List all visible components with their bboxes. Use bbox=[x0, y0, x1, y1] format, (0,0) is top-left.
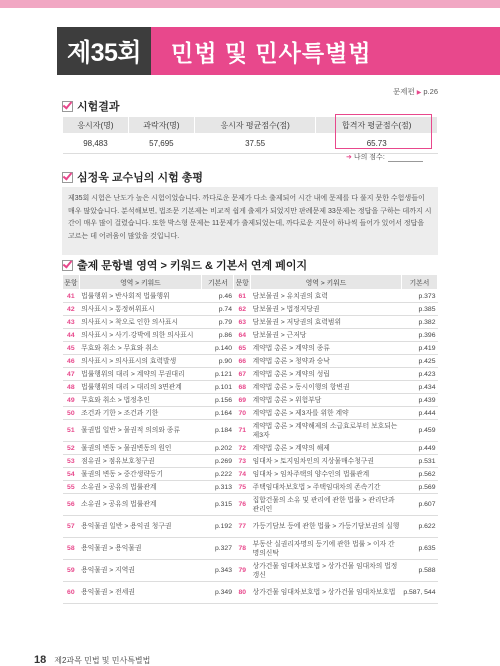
question-number: 76 bbox=[234, 494, 251, 516]
keyword: 용익물권 > 지역권 bbox=[79, 560, 202, 582]
keyword: 부동산 실권리자명의 등기에 관한 법률 > 이자 간 명의신탁 bbox=[251, 538, 402, 560]
question-number: 46 bbox=[63, 355, 80, 368]
pass-average-highlight bbox=[335, 114, 432, 149]
question-number: 59 bbox=[63, 560, 80, 582]
question-number: 60 bbox=[63, 582, 80, 604]
textbook-page: p.313 bbox=[202, 481, 234, 494]
table-row bbox=[63, 381, 438, 394]
question-number: 44 bbox=[63, 329, 80, 342]
keyword: 물권의 변동 > 중간생략등기 bbox=[79, 468, 202, 481]
table-row bbox=[63, 494, 438, 516]
table-row bbox=[63, 290, 438, 303]
table-row bbox=[63, 455, 438, 468]
keyword: 법률행위의 대리 > 대리의 3면관계 bbox=[79, 381, 202, 394]
question-number: 66 bbox=[234, 355, 251, 368]
keyword: 계약법 총론 > 동시이행의 항변권 bbox=[251, 381, 402, 394]
keyword: 담보물권 > 근저당 bbox=[251, 329, 402, 342]
question-number: 70 bbox=[234, 407, 251, 420]
keyword: 조건과 기한 > 조건과 기한 bbox=[79, 407, 202, 420]
question-number: 65 bbox=[234, 342, 251, 355]
textbook-page: p.459 bbox=[401, 420, 437, 442]
keyword: 임대차 > 임차주택의 양수인의 법률관계 bbox=[251, 468, 402, 481]
question-number: 71 bbox=[234, 420, 251, 442]
table-row bbox=[63, 481, 438, 494]
my-score-blank[interactable] bbox=[388, 161, 423, 162]
textbook-page: p.425 bbox=[401, 355, 437, 368]
question-number: 68 bbox=[234, 381, 251, 394]
chapter-header bbox=[57, 27, 500, 75]
keywords-header: 영역 > 키워드 bbox=[79, 275, 202, 290]
keyword: 주택임대차보호법 > 주택임대차의 존속기간 bbox=[251, 481, 402, 494]
textbook-page: p.349 bbox=[202, 582, 234, 604]
checkbox-icon bbox=[62, 260, 73, 271]
section-keywords-heading: 출제 문항별 영역 > 키워드 & 기본서 연계 페이지 bbox=[62, 257, 307, 273]
keywords-header: 기본서 bbox=[401, 275, 437, 290]
table-row bbox=[63, 342, 438, 355]
table-row bbox=[63, 442, 438, 455]
textbook-page: p.439 bbox=[401, 394, 437, 407]
keyword: 계약법 총론 > 청약과 승낙 bbox=[251, 355, 402, 368]
keyword: 소유권 > 공유의 법률관계 bbox=[79, 494, 202, 516]
keyword: 무효와 취소 > 무효와 취소 bbox=[79, 342, 202, 355]
table-row bbox=[63, 407, 438, 420]
question-number: 56 bbox=[63, 494, 80, 516]
textbook-page: p.79 bbox=[202, 316, 234, 329]
table-row bbox=[63, 538, 438, 560]
textbook-page: p.622 bbox=[401, 516, 437, 538]
keyword: 상가건물 임대차보호법 > 상가건물 임대차보호법 bbox=[251, 582, 402, 604]
table-row bbox=[63, 329, 438, 342]
arrow-right-icon: ➜ bbox=[346, 154, 352, 161]
keyword: 의사표시 > 통정허위표시 bbox=[79, 303, 202, 316]
textbook-page: p.569 bbox=[401, 481, 437, 494]
question-number: 47 bbox=[63, 368, 80, 381]
table-row bbox=[63, 303, 438, 316]
question-number: 69 bbox=[234, 394, 251, 407]
section-review-heading: 심정욱 교수님의 시험 총평 bbox=[62, 169, 203, 185]
question-number: 54 bbox=[63, 468, 80, 481]
question-number: 52 bbox=[63, 442, 80, 455]
results-header: 응시자(명) bbox=[63, 117, 129, 134]
keyword: 의사표시 > 의사표시의 효력발생 bbox=[79, 355, 202, 368]
textbook-page: p.531 bbox=[401, 455, 437, 468]
textbook-page: p.635 bbox=[401, 538, 437, 560]
textbook-page: p.90 bbox=[202, 355, 234, 368]
keywords-table-body bbox=[63, 290, 438, 604]
textbook-page: p.269 bbox=[202, 455, 234, 468]
table-row bbox=[63, 560, 438, 582]
table-row bbox=[63, 355, 438, 368]
table-row bbox=[63, 468, 438, 481]
question-number: 63 bbox=[234, 316, 251, 329]
keywords-header: 기본서 bbox=[202, 275, 234, 290]
top-color-band bbox=[0, 0, 500, 8]
textbook-page: p.121 bbox=[202, 368, 234, 381]
question-number: 79 bbox=[234, 560, 251, 582]
textbook-page: p.140 bbox=[202, 342, 234, 355]
page-footer bbox=[34, 654, 150, 666]
keyword: 상가건물 임대차보호법 > 상가건물 임대차의 법정갱신 bbox=[251, 560, 402, 582]
keyword: 계약법 총론 > 계약의 해제 bbox=[251, 442, 402, 455]
keyword: 용익물권 > 용익물권 bbox=[79, 538, 202, 560]
question-number: 61 bbox=[234, 290, 251, 303]
keyword: 계약법 총론 > 계약의 성립 bbox=[251, 368, 402, 381]
chapter-title: 민법 및 민사특별법 bbox=[151, 27, 500, 75]
keyword: 담보물권 > 법정저당권 bbox=[251, 303, 402, 316]
question-number: 78 bbox=[234, 538, 251, 560]
results-value: 37.55 bbox=[194, 134, 316, 154]
keyword: 의사표시 > 착오로 인한 의사표시 bbox=[79, 316, 202, 329]
checkbox-icon bbox=[62, 172, 73, 183]
question-number: 72 bbox=[234, 442, 251, 455]
textbook-page: p.74 bbox=[202, 303, 234, 316]
table-row bbox=[63, 394, 438, 407]
table-row bbox=[63, 316, 438, 329]
keyword: 물권법 일반 > 물권적 의의와 종류 bbox=[79, 420, 202, 442]
textbook-page: p.419 bbox=[401, 342, 437, 355]
textbook-page: p.202 bbox=[202, 442, 234, 455]
keyword: 소유권 > 공유의 법률관계 bbox=[79, 481, 202, 494]
keyword: 물권의 변동 > 물권변동의 원인 bbox=[79, 442, 202, 455]
textbook-page: p.587, 544 bbox=[401, 582, 437, 604]
keyword: 법률행위 > 반사회적 법률행위 bbox=[79, 290, 202, 303]
keyword: 집합건물의 소유 및 관리에 관한 법률 > 관리단과 관리인 bbox=[251, 494, 402, 516]
question-number: 73 bbox=[234, 455, 251, 468]
reference-page: p.26 bbox=[423, 87, 438, 96]
results-value: 98,483 bbox=[63, 134, 129, 154]
keyword: 무효와 취소 > 법정추인 bbox=[79, 394, 202, 407]
review-text: 제35회 시험은 난도가 높은 시험이었습니다. 까다로운 문제가 다소 출제되어 시간 내에 문제를 다 풀지 못한 수험생들이 매우 많았습니다. 분석해보면, 법조문 기본제는 비교적 쉽게 출제가 되었지만 판례문제 33문제는 정답을 구하는 데까지 시간이 매우 많이 걸렸습니다. 또한 박스형 문제는 11문제가 출제되었는데, 까다로운 지문이 하나씩 들어가 있어서 정답을 고르는 데 어려움이 많았을 것입니다. bbox=[62, 187, 438, 255]
table-row bbox=[63, 368, 438, 381]
keywords-header: 영역 > 키워드 bbox=[251, 275, 402, 290]
checkbox-icon bbox=[62, 101, 73, 112]
question-number: 43 bbox=[63, 316, 80, 329]
results-header: 과락자(명) bbox=[128, 117, 194, 134]
keywords-header: 문항 bbox=[63, 275, 80, 290]
textbook-page: p.373 bbox=[401, 290, 437, 303]
my-score-label: 나의 점수: bbox=[353, 154, 385, 161]
textbook-page: p.607 bbox=[401, 494, 437, 516]
keyword: 계약법 총론 > 위험부담 bbox=[251, 394, 402, 407]
question-number: 77 bbox=[234, 516, 251, 538]
textbook-page: p.449 bbox=[401, 442, 437, 455]
textbook-page: p.46 bbox=[202, 290, 234, 303]
question-number: 62 bbox=[234, 303, 251, 316]
question-number: 41 bbox=[63, 290, 80, 303]
textbook-page: p.562 bbox=[401, 468, 437, 481]
keyword: 가등기담보 등에 관한 법률 > 가등기담보권의 실행 bbox=[251, 516, 402, 538]
problem-reference bbox=[393, 86, 438, 97]
textbook-page: p.156 bbox=[202, 394, 234, 407]
question-number: 64 bbox=[234, 329, 251, 342]
keyword: 계약법 총론 > 계약의 종류 bbox=[251, 342, 402, 355]
keyword: 임대차 > 토지임차인의 지상물매수청구권 bbox=[251, 455, 402, 468]
textbook-page: p.423 bbox=[401, 368, 437, 381]
question-number: 80 bbox=[234, 582, 251, 604]
question-number: 57 bbox=[63, 516, 80, 538]
keyword: 담보물권 > 유치권의 효력 bbox=[251, 290, 402, 303]
textbook-page: p.192 bbox=[202, 516, 234, 538]
arrow-right-icon: ▶ bbox=[416, 90, 422, 96]
question-number: 55 bbox=[63, 481, 80, 494]
keyword: 점유권 > 점유보호청구권 bbox=[79, 455, 202, 468]
table-row bbox=[63, 420, 438, 442]
textbook-page: p.327 bbox=[202, 538, 234, 560]
question-number: 51 bbox=[63, 420, 80, 442]
keyword: 의사표시 > 사기·강박에 의한 의사표시 bbox=[79, 329, 202, 342]
textbook-page: p.184 bbox=[202, 420, 234, 442]
question-number: 48 bbox=[63, 381, 80, 394]
question-number: 45 bbox=[63, 342, 80, 355]
page-number: 18 bbox=[34, 654, 47, 666]
question-number: 75 bbox=[234, 481, 251, 494]
keywords-header: 문항 bbox=[234, 275, 251, 290]
textbook-page: p.315 bbox=[202, 494, 234, 516]
results-header: 응시자 평균점수(점) bbox=[194, 117, 316, 134]
question-number: 53 bbox=[63, 455, 80, 468]
my-score bbox=[346, 152, 423, 162]
results-header: 합격자 평균점수(점) bbox=[316, 117, 438, 134]
question-number: 42 bbox=[63, 303, 80, 316]
keyword: 계약법 총론 > 제3자를 위한 계약 bbox=[251, 407, 402, 420]
question-number: 50 bbox=[63, 407, 80, 420]
results-value: 65.73 bbox=[316, 134, 438, 154]
results-value: 57,695 bbox=[128, 134, 194, 154]
keywords-table bbox=[62, 274, 438, 604]
keyword: 계약법 총론 > 계약해제의 소급효로부터 보호되는 제3자 bbox=[251, 420, 402, 442]
textbook-page: p.444 bbox=[401, 407, 437, 420]
section-results-heading: 시험결과 bbox=[62, 98, 120, 114]
textbook-page: p.222 bbox=[202, 468, 234, 481]
question-number: 74 bbox=[234, 468, 251, 481]
keyword: 법률행위의 대리 > 계약의 무권대리 bbox=[79, 368, 202, 381]
exam-number: 제35회 bbox=[57, 27, 151, 75]
textbook-page: p.434 bbox=[401, 381, 437, 394]
textbook-page: p.101 bbox=[202, 381, 234, 394]
textbook-page: p.588 bbox=[401, 560, 437, 582]
keyword: 용익물권 일반 > 용익권 청구권 bbox=[79, 516, 202, 538]
question-number: 67 bbox=[234, 368, 251, 381]
keyword: 용익물권 > 전세권 bbox=[79, 582, 202, 604]
table-row bbox=[63, 516, 438, 538]
keyword: 담보물권 > 저당권의 효력범위 bbox=[251, 316, 402, 329]
reference-label: 문제편 bbox=[393, 87, 415, 96]
textbook-page: p.343 bbox=[202, 560, 234, 582]
question-number: 58 bbox=[63, 538, 80, 560]
textbook-page: p.164 bbox=[202, 407, 234, 420]
footer-label: 제2과목 민법 및 민사특별법 bbox=[54, 655, 151, 665]
question-number: 49 bbox=[63, 394, 80, 407]
textbook-page: p.385 bbox=[401, 303, 437, 316]
textbook-page: p.382 bbox=[401, 316, 437, 329]
textbook-page: p.86 bbox=[202, 329, 234, 342]
table-row bbox=[63, 582, 438, 604]
textbook-page: p.396 bbox=[401, 329, 437, 342]
